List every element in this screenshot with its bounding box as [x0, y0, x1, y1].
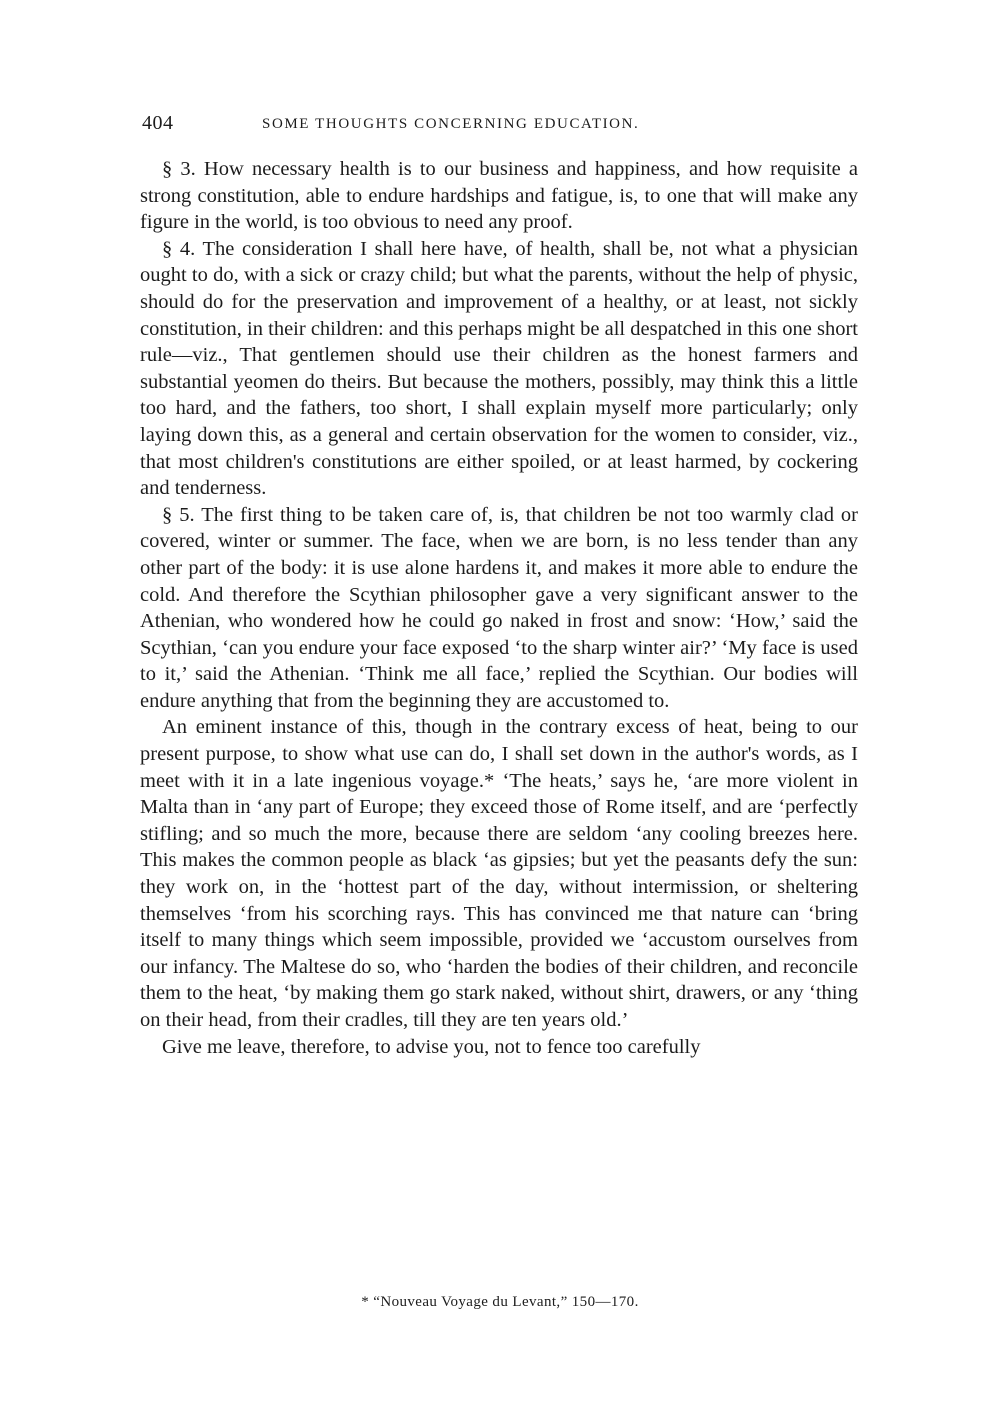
body-text [140, 156, 858, 1060]
paragraph-malta-instance: An eminent instance of this, though in the contrary excess of heat, being to our present purpose, to show what use can do, I shall set down in the author's words, as I meet with it in a late ingenious voyage.* ‘The heats,’ says he, ‘are more violent in Malta than in ‘any part of Europe; they exceed those of Rome itself, and are ‘perfectly stifling; and so much the more, because there are seldom ‘any cooling breezes here. This makes the common people as black ‘as gipsies; but yet the peasants defy the sun: they work on, in the ‘hottest part of the day, without intermission, or sheltering themselves ‘from his scorching rays. This has convinced me that nature can ‘bring itself to many things which seem impossible, provided we ‘accustom ourselves from our infancy. The Maltese do so, who ‘harden the bodies of their children, and reconcile them to the heat, ‘by making them go stark naked, without shirt, drawers, or any ‘thing on their head, from their cradles, till they are ten years old.’ [140, 716, 858, 1031]
page-number: 404 [142, 112, 174, 134]
paragraph-section-3: § 3. How necessary health is to our business and happiness, and how requisite a strong constitution, able to endure hardships and fatigue, is, to one that will make any figure in the world, is too obvious to need any proof. [140, 158, 858, 234]
page-header [142, 112, 858, 144]
paragraph-section-4: § 4. The consideration I shall here have, of health, shall be, not what a physician ought to do, with a sick or crazy child; but what the parents, without the help of physic, should do for the preservation and improvement of a healthy, or at least, not sickly constitution, in their children: and this perhaps might be all despatched in this one short rule—viz., That gentlemen should use their children as the honest farmers and substantial yeomen do theirs. But because the mothers, possibly, may think this a little too hard, and the fathers, too short, I shall explain myself more particularly; only laying down this, as a general and certain observation for the women to consider, viz., that most children's constitutions are either spoiled, or at least harmed, by cockering and tenderness. [140, 237, 858, 500]
paragraph-give-me-leave: Give me leave, therefore, to advise you, not to fence too carefully [162, 1035, 701, 1058]
paragraph-section-5: § 5. The first thing to be taken care of, is, that children be not too warmly clad or covered, winter or summer. The face, when we are born, is no less tender than any other part of the body: it is use alone hardens it, and makes it more able to endure the cold. And therefore the Scythian philosopher gave a very significant answer to the Athenian, who wondered how he could go naked in frost and snow: ‘How,’ said the Scythian, ‘can you endure your face exposed ‘to the sharp winter air?’ ‘My face is used to it,’ said the Athenian. ‘Think me all face,’ replied the Scythian. Our bodies will endure anything that from the beginning they are accustomed to. [140, 503, 858, 712]
running-title: SOME THOUGHTS CONCERNING EDUCATION. [262, 116, 640, 132]
footnote: * “Nouveau Voyage du Levant,” 150—170. [361, 1294, 639, 1310]
